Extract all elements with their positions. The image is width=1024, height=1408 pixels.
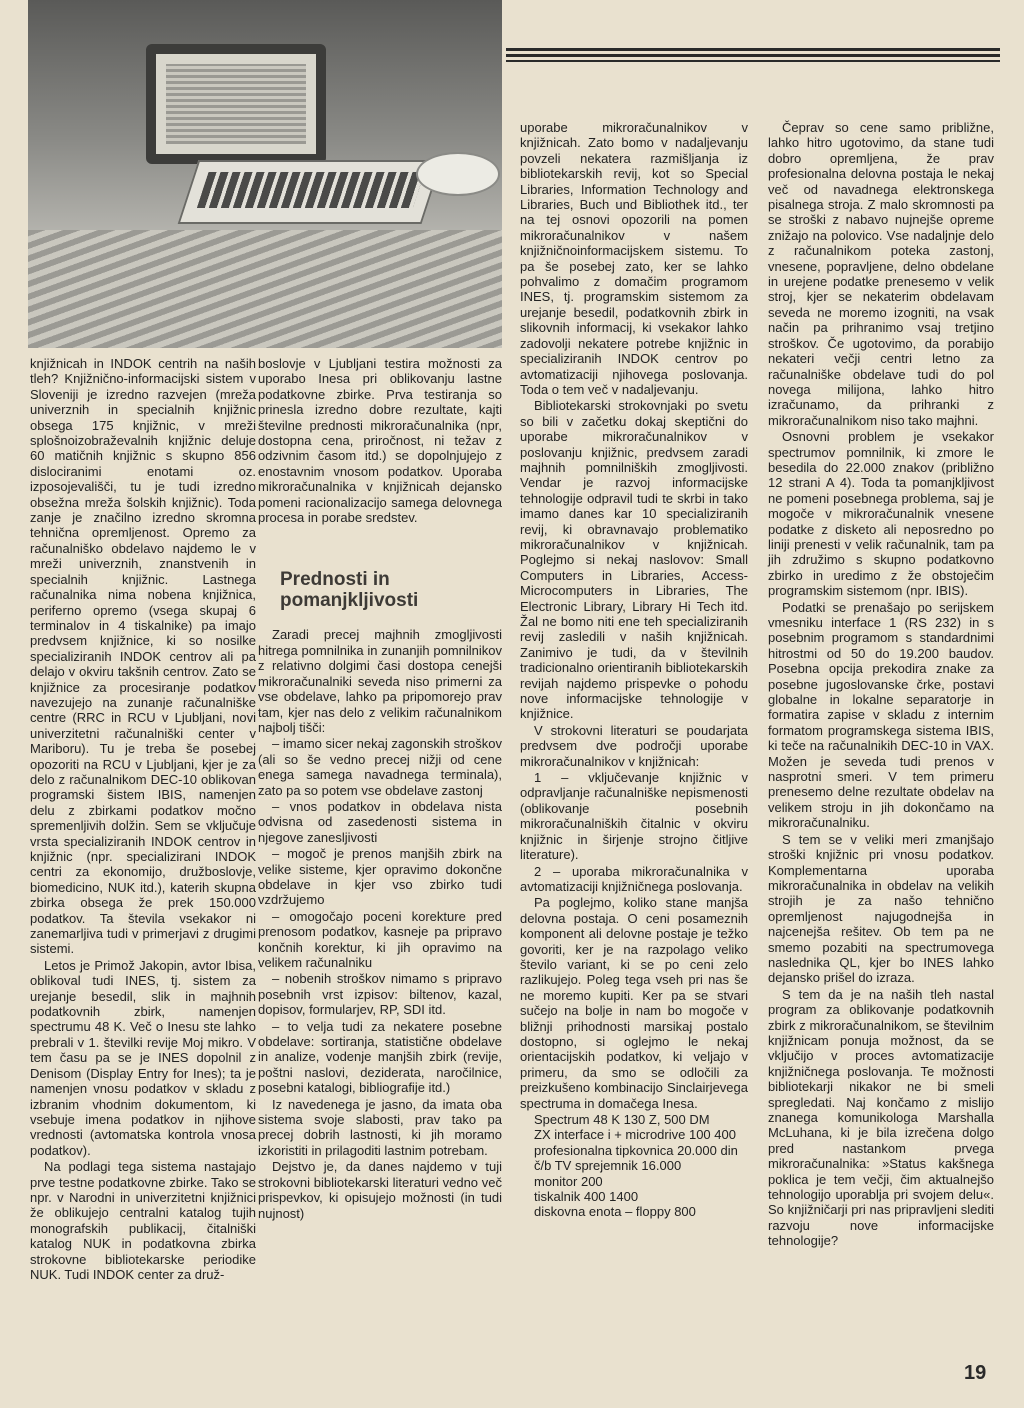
column-2 [258,356,502,1222]
keyboard-image [178,160,443,224]
monitor-image [146,44,326,164]
paragraph: Na podlagi tega sistema nastajajo prve testne podatkovne zbirke. Tako se npr. v Narodni in univerzitetni knjižnici že oblikujejo centralni katalog tujih monografskih publikacij, čitalniški katalog NUK in podatkovna zbirka strokovne bibliotekarske periodike NUK. Tudi INDOK center za druž- [30,1159,256,1282]
page-number: 19 [964,1362,987,1384]
list-item: – omogočajo poceni korekture pred prenosom podatkov, kasneje pa pripravo končnih korektur, ki jih opravimo na velikem računalniku [258,908,502,970]
paragraph: Pa poglejmo, koliko stane manjša delovna postaja. O ceni posameznih komponent ali delovne postaje je težko govoriti, ker je na razpolago veliko število variant, ki se po ceni zelo razlikujejo. Poleg tega vseh pri nas še ne moremo kupiti. Ker pa se stvari sučejo na bolje in nam bo mogoče v bližnji prihodnosti marsikaj postalo dostopno, si oglejmo le nekaj orientacijskih podatkov, ki veljajo v primeru, da smo se odločili za preizkušeno kombinacijo Sinclairjevega spectruma in domačega Inesa. [520,895,748,1111]
price-item: tiskalnik 400 1400 [534,1189,639,1205]
price-item: monitor 200 [534,1173,603,1189]
column-1 [30,356,256,1283]
list-item: – nobenih stroškov nimamo s pripravo posebnih vrst izpisov: biltenov, kazal, dopisov, formularjev, RP, SDI itd. [258,971,502,1018]
paragraph: Letos je Primož Jakopin, avtor Ibisa, oblikoval tudi INES, tj. sistem za urejanje besedil, slik in majhnih podatkovnih zbirk, namenjen spectrumu 48 K. Več o Inesu ste lahko prebrali v 1. številki revije Moj mikro. V tem času pa se je INES dopolnil z Denisom (Display Entry for Ines); ta je namenjen vnosu podatkov v skladu z izbranim vhodnim dokumentom, ki vsebuje imena podatkov in njihove vrednosti (avtomatska kontrola vnosa podatkov). [30,957,256,1158]
desk-surface [28,230,502,348]
header-rule [506,54,1000,57]
price-item: Spectrum 48 K 130 Z, 500 DM [534,1112,710,1127]
paragraph: Dejstvo je, da danes najdemo v tuji strokovni bibliotekarski literaturi vedno več prispevkov, ki opisujejo možnosti (in tudi nujnost) [258,1159,502,1221]
paragraph: 1 – vključevanje knjižnic v odpravljanje računalniške nepismenosti (oblikovanje posebnih mikroračunalniških čitalnic v okviru knjižnic in širjenje strojno čitljive literature). [520,770,748,863]
paragraph: Zaradi precej majhnih zmogljivosti hitrega pomnilnika in zunanjih pomnilnikov z relativno dolgimi časi dostopa cenejši mikroračunalniki seveda niso primerni za vse obdelave, lahko pa pripomorejo prav tam, kjer nas delo z velikim računalnikom najbolj tišči: [258,627,502,735]
paragraph: S tem da je na naših tleh nastal program za oblikovanje podatkovnih zbirk z mikroračunalnikom, se številnim knjižnicam ponuja možnost, da se vključijo v proces avtomatizacije knjižničnega poslovanja. Te možnosti bibliotekarji nikakor ne bi smeli spregledati. Naj končamo z mislijo znanega komunikologa Marshalla McLuhana, ki je bila izrečena dolgo pred nastankom prvega mikroračunalnika: »Status kakšnega poklica je tem večji, čim aktualnejšo tehnologijo uporablja pri svojem delu«. So knjižničarji pri nas pripravljeni slediti razvoju nove informacijske tehnologije? [768,986,994,1249]
paragraph: Iz navedenega je jasno, da imata oba sistema svoje slabosti, prav tako pa precej dobrih lastnosti, ki jih moramo izkoristiti in prilagoditi lastnim potrebam. [258,1096,502,1158]
disk-image [416,152,500,196]
paragraph: Osnovni problem je vsekakor spectrumov pomnilnik, ki zmore le besedila do 22.000 znakov (približno 12 strani A 4). Toda ta pomanjkljivost ne pomeni posebnega problema, saj je mogoče v mikroračunalnik vnesene podatke z disketo ali neposredno po liniji prenesti v velik računalnik, tam pa jih združimo s skupno podatkovno zbirko in uredimo z že obstoječim programskim sistemom (npr. IBIS). [768,429,994,599]
price-item: ZX interface i + microdrive 100 400 [534,1127,736,1143]
paragraph: V strokovni literaturi se poudarjata predvsem dve področji uporabe mikroračunalnikov v knjižnicah: [520,722,748,769]
header-rule [506,60,1000,62]
list-item: – imamo sicer nekaj zagonskih stroškov (ali so še vedno precej nižji od cene enega samega navadnega terminala), zato pa so potem vse obdelave zastonj [258,736,502,798]
computer-photo [28,0,502,348]
list-item: – vnos podatkov in obdelava nista odvisna od zasedenosti sistema in njegove zanesljivosti [258,798,502,845]
paragraph: Čeprav so cene samo približne, lahko hitro ugotovimo, da stane tudi dobro opremljena, že prav profesionalna delovna postaja le nekaj več od navadnega elektronskega pisalnega stroja. Z malo skromnosti pa se stroški z nabavo nujnejše opreme znižajo na polovico. Vse nadaljnje delo z računalnikom poteka zastonj, vnesene, popravljene, delno obdelane in urejene podatke prenesemo v velik stroj, kjer se nekaterim obdelavam seveda ne moremo izogniti, na vsak način pa prihranimo vsaj tretjino stroškov. Če ugotovimo, da porabijo nekateri večji centri letno za računalniške obdelave tudi do pol novega milijona, lahko hitro izračunamo, da prihranki z mikroračunalnikom niso tako majhni. [768,120,994,428]
column-3 [520,120,748,1220]
column-4 [768,120,994,1250]
price-item: č/b TV sprejemnik 16.000 [534,1158,682,1174]
paragraph: S tem se v veliki meri zmanjšajo stroški knjižnic pri vnosu podatkov. Komplementarna uporaba mikroračunalnika in obdelav na velikih strojih je za našo tehnično opremljenost najugodnejša in najcenejša rešitev. Ob tem pa ne smemo pozabiti na spectrumovega naslednika QL, kjer bo INES lahko dejansko prišel do izraza. [768,831,994,986]
paragraph: Podatki se prenašajo po serijskem vmesniku interface 1 (RS 232) in s posebnim programom s standardnimi hitrostmi od 50 do 19.200 baudov. Posebna opcija prekodira znake za posebne jugoslovanske črke, postavi globalne in lokalne separatorje in formatira zapise v skladu z internim formatom programskega sistema IBIS, ki teče na računalnikih DEC-10 in VAX. Možen je seveda tudi prenos v nasprotni smeri. V tem primeru prenesemo delne rezultate obdelav na velikem stroju in jih dokončamo na mikroračunalniku. [768,599,994,831]
paragraph: knjižnicah in INDOK centrih na naših tleh? Knjižnično-informacijski sistem v Sloveniji je izredno razvejen (mreža univerznih in specialnih knjižnic obsega 175 knjižnic, v mreži splošnoizobraževalnih knjižnic deluje 60 matičnih knjižnic s skupno 856 dislociranimi enotami oz. izposojevališči, tu je tudi izredno obsežna mreža šolskih knjižnic). Toda zanje je značilno izredno skromna tehnična opremljenost. Opremo za računalniško obdelavo najdemo le v mreži univerznih, znanstvenih in specialnih knjižnic. Lastnega računalnika nima nobena knjižnica, periferno opremo (vsega skupaj 6 terminalov in 4 tiskalnike) pa imajo predvsem knjižnice, ki so nosilke specializiranih INDOK centrov ali pa delajo v okviru takšnih centrov. Zato se knjižnice za procesiranje podatkov navezujejo na zunanje računalniške centre (RRC in RCU v Ljubljani, novi univerzitetni računalniški center v Mariboru). Tu je treba še posebej opozoriti na RCU v Ljubljani, kjer je za delo z računalnikom DEC-10 oblikovan programski šistem IBIS, namenjen delu z zbirkami podatkov močno spremenljivih dolžin. Sem se vključuje vrsta specializiranih INDOK centrov in knjižnic (npr. specializirani INDOK centri za ekonomijo, družboslovje, biomedicino, NUK itd.), katerih skupna zbirka obsega že prek 150.000 podatkov. Ta števila vsekakor ni zanemarljiva tudi v primerjavi z drugimi sistemi. [30,356,256,957]
paragraph: 2 – uporaba mikroračunalnika v avtomatizaciji knjižničnega poslovanja. [520,863,748,894]
paragraph: boslovje v Ljubljani testira možnosti za uporabo Inesa pri oblikovanju lastne podatkovne zbirke. Prva testiranja so prinesla izredno dobre rezultate, kajti številne prednosti mikroračunalnika (npr, dostopna cena, priročnost, ni težav z odzivnim časom itd.) se dopolnjujejo z enostavnim vnosom podatkov. Uporaba mikroračunalnika v knjižnicah dejansko pomeni racionalizacijo samega delovnega procesa in porabe sredstev. [258,356,502,526]
header-rule [506,48,1000,51]
paragraph: Bibliotekarski strokovnjaki po svetu so bili v začetku dokaj skeptični do uporabe mikroračunalnikov v poslovanju knjižnic, predvsem zaradi majhnih pomnilniških zmogljivosti. Vendar je razvoj informacijske tehnologije odpravil tudi te skrbi in tako imamo danes kar 10 specializiranih revij, ki obravnavajo problematiko mikroračunalnikov v knjižnicah. Poglejmo si nekaj naslovov: Small Computers in Libraries, Access-Microcomputers in Libraries, The Electronic Library, Library Hi Tech itd. Žal ne bomo niti ene teh specializiranih revij zasledili v naših knjižnicah. Zanimivo je tudi, da v številnih tradicionalno orientiranih bibliotekarskih revijah najdemo prispevke o pohodu nove informacijske tehnologije v knjižnice. [520,398,748,722]
price-item: profesionalna tipkovnica 20.000 din [534,1142,738,1158]
list-item: – mogoč je prenos manjših zbirk na velike sisteme, kjer opravimo dokončne obdelave in kjer vso zbirko tudi vzdržujemo [258,846,502,908]
section-heading: Prednosti in pomanjkljivosti [280,569,419,612]
price-item: diskovna enota – floppy 800 [534,1204,696,1220]
paragraph: uporabe mikroračunalnikov v knjižnicah. Zato bomo v nadaljevanju povzeli nekatera razmišljanja iz bibliotekarskih revij, kot so Special Libraries, Information Technology and Libraries, Buch und Bibliothek itd., ter na tej osnovi opozorili na pomen mikroračunalnikov v našem knjižničnoinformacijskem sistemu. To pa še posebej zato, ker se lahko pohvalimo z domačim programom INES, tj. programskim sistemom za urejanje besedil, podatkovnih zbirk in slikovnih informacij, ki vsekakor lahko zadovolji nekatere potrebe knjižnic in specializiranih INDOK centrov po avtomatizaciji njihovega poslovanja. Toda o tem več v nadaljevanju. [520,120,748,397]
list-item: – to velja tudi za nekatere posebne obdelave: sortiranja, statistične obdelave in analize, vodenje manjših zbirk (revije, poštni naslovi, deziderata, naročilnice, posebni katalogi, bibliografije itd.) [258,1018,502,1096]
